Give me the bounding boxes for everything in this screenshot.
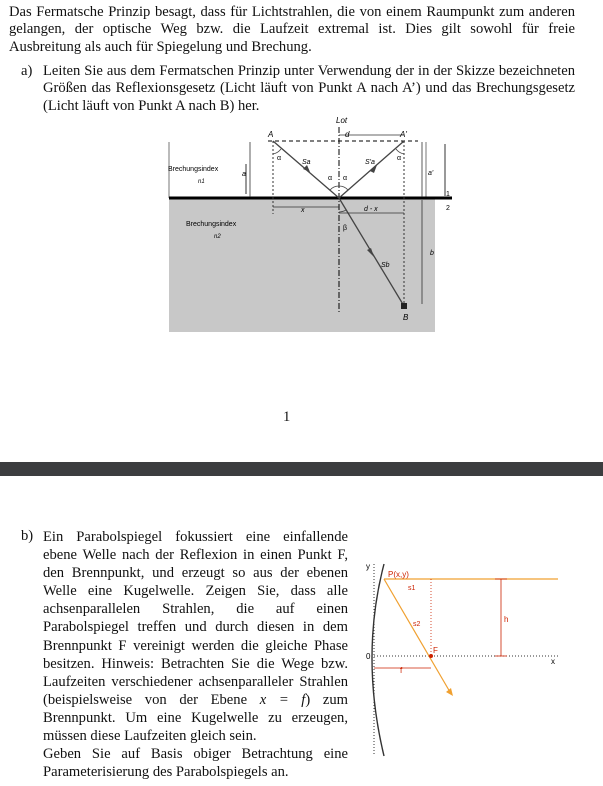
parabolic-mirror-figure (358, 560, 598, 760)
x-label: x (301, 207, 305, 214)
task-b-text-pre: Ein Parabolspiegel fokussiert eine einfallende ebene Welle nach der Reflexion in einen Punkt F, den Brennpunkt, und erzeugt so aus der ebenen Welle eine Kugelwelle. Zeigen Sie, dass alle achsenparallelen Strahlen, die auf einen Parabolspiegel treffen und durch diesen in dem Brennpunkt F vereinigt werden die gleiche Phase besitzen. Hinweis: Betrachten Sie die Wege bzw. Laufzeiten verschiedener achsenparalleler Strahlen (beispielsweise von der Ebene (43, 529, 348, 708)
point-a-label: A (268, 130, 274, 139)
x-axis-label: x (551, 657, 555, 666)
sa-label: Sa (302, 159, 311, 166)
s2-label: s2 (413, 621, 421, 628)
intro-paragraph: Das Fermatsche Prinzip besagt, dass für Lichtstrahlen, die von einem Raumpunkt zum anderen gelangen, der optische Weg bzw. die Laufzeit extremal ist. Dies gilt sowohl für freie Ausbreitung als auch für Spiegelung und Brechung. (9, 4, 575, 55)
lot-label: Lot (336, 116, 348, 125)
focus-label: F (433, 646, 438, 655)
task-b-text-2: Geben Sie auf Basis obiger Betrachtung eine Parameterisierung des Parabolspiegels an. (43, 746, 348, 781)
index-1-symbol: n1 (198, 179, 205, 185)
index-2-symbol: n2 (214, 234, 221, 240)
point-b-label: B (403, 313, 409, 322)
d-label: d (345, 130, 350, 139)
h-label: h (504, 615, 509, 624)
page-number: 1 (283, 409, 291, 425)
a-prime-label: a' (428, 170, 434, 177)
task-b-math: x = f (259, 691, 306, 708)
f-label: f (400, 666, 403, 675)
task-b-label: b) (21, 528, 34, 544)
point-p-label: P(x,y) (388, 570, 409, 579)
alpha-label-left: α (328, 175, 333, 182)
beta-label: β (343, 225, 348, 232)
task-a-text: Leiten Sie aus dem Fermatschen Prinzip unter Verwendung der in der Skizze bezeichneten Größen das Reflexionsgesetz (Licht läuft von Punkt A nach A’) und das Brechungsgesetz (Licht läuft von Punkt A nach B) her. (43, 63, 575, 114)
d-minus-x-label: d - x (364, 206, 378, 213)
index-2-label: Brechungsindex (186, 221, 237, 228)
page-separator (0, 462, 603, 476)
alpha-label-a-prime: α (397, 155, 402, 162)
index-1-label: Brechungsindex (168, 166, 219, 173)
task-b-text-post: ) zum Brennpunkt. Um eine Kugelwelle zu erzeugen, müssen diese Laufzeiten gleich sein. (43, 691, 348, 745)
refraction-figure (160, 114, 460, 336)
b-label: b (430, 250, 434, 257)
a-label: a (242, 171, 246, 178)
sa-prime-label: S'a (365, 159, 375, 166)
reflected-ray (384, 579, 450, 692)
alpha-label-right: α (343, 175, 348, 182)
s1-label: s1 (408, 585, 416, 592)
y-axis-label: y (366, 562, 370, 571)
medium-1-number: 1 (446, 191, 450, 198)
task-a-label: a) (21, 63, 33, 79)
medium-2-number: 2 (446, 205, 450, 212)
sb-label: Sb (381, 262, 390, 269)
origin-label: 0 (366, 652, 371, 661)
alpha-label-a: α (277, 155, 282, 162)
point-a-prime-label: A' (400, 130, 407, 139)
task-b-text (43, 528, 348, 745)
